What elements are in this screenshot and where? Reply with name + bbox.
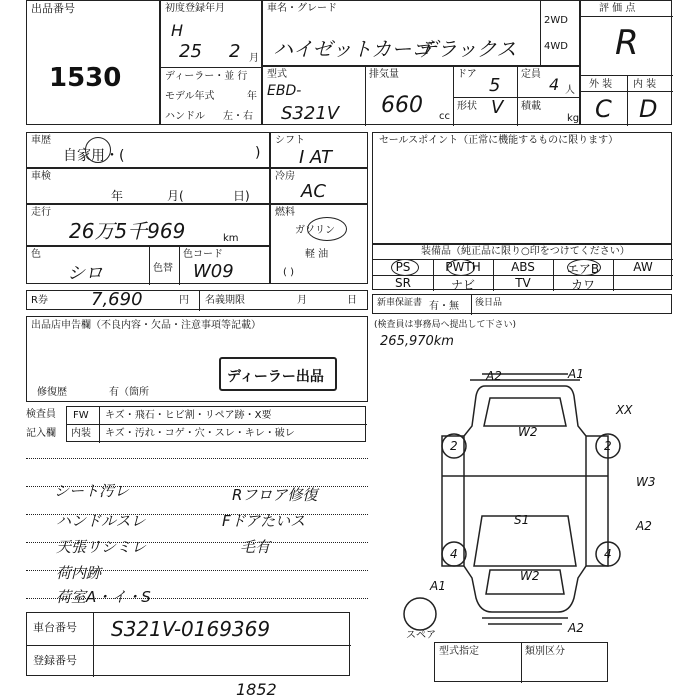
fw-items: キズ・飛石・ヒビ割・リペア跡・X要 bbox=[105, 410, 272, 421]
wheel-rr-label: 4 bbox=[604, 547, 612, 561]
note-right-3: 毛有 bbox=[240, 538, 271, 556]
bottom-scribble: 1852 bbox=[236, 680, 277, 699]
eval-score: R bbox=[615, 23, 639, 63]
drive-2wd: 2WD bbox=[544, 15, 568, 26]
title-month: 月 bbox=[297, 295, 307, 306]
color-box bbox=[26, 246, 270, 284]
history-value: 自家用・( bbox=[63, 148, 125, 164]
type-prefix: EBD- bbox=[267, 83, 302, 99]
mark-xx: XX bbox=[616, 403, 633, 417]
eval-box bbox=[580, 0, 672, 125]
mark-w2-roof: W2 bbox=[518, 425, 538, 439]
note-left-2: ハンドルスレ bbox=[56, 512, 146, 530]
dealer-stamp-text: ディーラー出品 bbox=[227, 369, 324, 385]
pw-circle-mark bbox=[447, 259, 475, 276]
equip-tv: TV bbox=[515, 276, 531, 290]
dealer-stamp bbox=[219, 357, 337, 391]
fuel-circle-mark bbox=[307, 217, 347, 241]
class-label: 類別区分 bbox=[525, 646, 565, 657]
handle-lr: 左・右 bbox=[223, 111, 253, 122]
report-box bbox=[26, 316, 368, 402]
warranty-value: 有・無 bbox=[429, 301, 459, 312]
lot-label: 出品番号 bbox=[31, 2, 75, 15]
car-name-label: 車名・グレード bbox=[267, 3, 337, 14]
warranty-box bbox=[372, 294, 672, 314]
shift-label: シフト bbox=[275, 135, 305, 146]
interior-label: 内 装 bbox=[633, 79, 657, 90]
warranty-label: 新車保証書 bbox=[377, 298, 423, 308]
history-box bbox=[26, 132, 270, 168]
mark-w2-rear: W2 bbox=[520, 569, 540, 583]
mark-a1-front: A1 bbox=[568, 367, 584, 381]
lot-number: 1530 bbox=[49, 63, 122, 93]
recycle-value: 7,690 bbox=[91, 289, 143, 310]
equipment-box bbox=[372, 244, 672, 290]
mark-s1: S1 bbox=[514, 513, 530, 527]
inspection-year: 年 bbox=[111, 189, 124, 203]
doors: 5 bbox=[489, 75, 501, 96]
repair-value: 有（箇所 bbox=[109, 387, 149, 398]
inspection-month: 月( bbox=[167, 189, 184, 203]
equip-navi: ナビ bbox=[450, 278, 475, 292]
wheel-rl-label: 4 bbox=[450, 547, 458, 561]
fuel-gas: ガソリン bbox=[295, 225, 335, 236]
capacity-label: 定員 bbox=[521, 69, 541, 80]
mileage-km: km bbox=[223, 233, 239, 244]
later-items-label: 後日品 bbox=[475, 298, 503, 308]
type-designation-label: 型式指定 bbox=[439, 646, 479, 657]
car-name: ハイゼットカーゴ bbox=[273, 37, 432, 61]
inspector-label: (検査員は事務局へ提出して下さい) bbox=[374, 320, 517, 330]
handle-label: ハンドル bbox=[165, 111, 205, 122]
drive-4wd: 4WD bbox=[544, 41, 568, 52]
reg-month-suffix: 月 bbox=[249, 53, 259, 64]
model-year-label: モデル年式 bbox=[165, 91, 215, 102]
exterior-label: 外 装 bbox=[589, 79, 613, 90]
displacement-label: 排気量 bbox=[369, 69, 399, 80]
report-label: 出品店申告欄（不良内容・欠品・注意事項等記載） bbox=[31, 320, 261, 331]
exterior-score: C bbox=[595, 95, 612, 123]
fuel-diesel: 軽 油 bbox=[305, 249, 329, 260]
equipment-label: 装備品（純正品に限り○印をつけてください） bbox=[421, 246, 630, 257]
doors-label: ドア bbox=[457, 69, 477, 80]
equip-pw: PWTH bbox=[445, 260, 481, 274]
color-label: 色 bbox=[31, 249, 41, 260]
cc-unit: cc bbox=[439, 111, 450, 122]
fuel-paren: ( ) bbox=[283, 267, 294, 278]
note-left-5: 荷室A・イ・S bbox=[56, 588, 151, 606]
type-code: S321V bbox=[281, 103, 340, 124]
equip-ps: PS bbox=[395, 260, 411, 274]
note-right-2: Fドアたいス bbox=[222, 512, 306, 530]
repair-label: 修復歴 bbox=[37, 387, 67, 398]
shape-label: 形状 bbox=[457, 101, 477, 112]
plate-label: 登録番号 bbox=[33, 654, 77, 667]
mark-a2-rear: A2 bbox=[568, 621, 584, 635]
recycle-yen: 円 bbox=[179, 295, 189, 306]
chassis-box bbox=[26, 612, 350, 676]
reg-label: 初度登録年月 bbox=[165, 3, 225, 14]
chassis-value: S321V-0169369 bbox=[111, 617, 271, 641]
color-code-label: 色コード bbox=[183, 249, 223, 260]
type-label: 型式 bbox=[267, 69, 287, 80]
title-deadline-label: 名義期限 bbox=[205, 295, 245, 306]
history-label: 車歴 bbox=[31, 135, 51, 146]
sales-box bbox=[372, 132, 672, 244]
airbag-circle-mark bbox=[567, 259, 601, 276]
inspection-box bbox=[26, 168, 270, 204]
note-left-4: 荷内跡 bbox=[56, 564, 102, 582]
int-label: 内装 bbox=[71, 428, 91, 439]
mileage-label: 走行 bbox=[31, 207, 51, 218]
load-unit: kg bbox=[567, 113, 580, 124]
mark-a2-front: A2 bbox=[486, 369, 502, 383]
inspector-note: 265,970km bbox=[380, 334, 454, 349]
lot-box bbox=[26, 0, 160, 125]
reg-year: 25 bbox=[179, 41, 202, 62]
inspection-day: 日) bbox=[233, 189, 250, 203]
reg-month: 2 bbox=[229, 41, 241, 62]
wheel-fr-label: 2 bbox=[604, 439, 612, 453]
inspection-rows bbox=[26, 406, 368, 442]
mileage-value: 26万5千969 bbox=[69, 219, 186, 243]
spec-box bbox=[262, 66, 580, 125]
load-label: 積載 bbox=[521, 101, 541, 112]
type-class-box bbox=[434, 642, 608, 682]
ac-value: AC bbox=[301, 181, 326, 202]
history-circle-mark bbox=[85, 137, 111, 163]
shift-box bbox=[270, 132, 368, 168]
sales-label: セールスポイント（正常に機能するものに限ります） bbox=[379, 135, 619, 146]
title-day: 日 bbox=[347, 295, 357, 306]
mark-w3: W3 bbox=[636, 475, 656, 489]
fuel-box bbox=[270, 204, 368, 284]
mileage-box bbox=[26, 204, 270, 246]
note-left-1: シート汚レ bbox=[54, 482, 130, 500]
color-value: シロ bbox=[67, 263, 103, 284]
color-code: W09 bbox=[193, 261, 234, 282]
shift-value: I AT bbox=[299, 147, 333, 168]
inspector-row-label: 検査員 bbox=[26, 409, 56, 420]
eval-label: 評 価 点 bbox=[599, 3, 636, 14]
ac-box bbox=[270, 168, 368, 204]
note-left-3: 天張リシミレ bbox=[56, 538, 147, 556]
wheel-fl-label: 2 bbox=[450, 439, 458, 453]
car-name-box bbox=[262, 0, 580, 66]
registration-box bbox=[160, 0, 262, 125]
fuel-label: 燃料 bbox=[275, 207, 295, 218]
reg-era: H bbox=[171, 21, 184, 40]
interior-score: D bbox=[639, 95, 658, 123]
fw-label: FW bbox=[73, 410, 89, 421]
dealer-label: ディーラー・並 行 bbox=[165, 71, 248, 82]
displacement: 660 bbox=[381, 93, 423, 118]
history-close: ) bbox=[255, 145, 261, 161]
car-grade: デラックス bbox=[417, 37, 517, 61]
capacity-unit: 人 bbox=[565, 85, 575, 96]
chassis-label: 車台番号 bbox=[33, 621, 77, 634]
entry-row-label: 記入欄 bbox=[26, 428, 56, 439]
capacity: 4 bbox=[549, 75, 560, 94]
drive-box bbox=[540, 0, 580, 66]
equip-aw: AW bbox=[633, 260, 653, 274]
ac-label: 冷房 bbox=[275, 171, 295, 182]
recycle-label: R券 bbox=[31, 295, 48, 306]
equip-leather: カワ bbox=[570, 278, 595, 292]
shape: V bbox=[491, 97, 504, 118]
ps-circle-mark bbox=[391, 259, 419, 276]
int-items: キズ・汚れ・コゲ・穴・スレ・キレ・破レ bbox=[105, 428, 295, 439]
equip-airbag: エアB bbox=[566, 262, 600, 276]
inspection-label: 車検 bbox=[31, 171, 51, 182]
note-right-1: Rフロア修復 bbox=[232, 486, 318, 504]
recolor-label: 色替 bbox=[153, 263, 173, 274]
equip-abs: ABS bbox=[511, 260, 535, 274]
model-year-suffix: 年 bbox=[247, 91, 257, 102]
equip-sr: SR bbox=[395, 276, 411, 290]
mark-a2-side: A2 bbox=[636, 519, 652, 533]
recycle-box bbox=[26, 290, 368, 310]
mark-a1-rear: A1 bbox=[430, 579, 446, 593]
spare-label: スペア bbox=[406, 630, 436, 641]
car-diagram bbox=[390, 366, 690, 646]
